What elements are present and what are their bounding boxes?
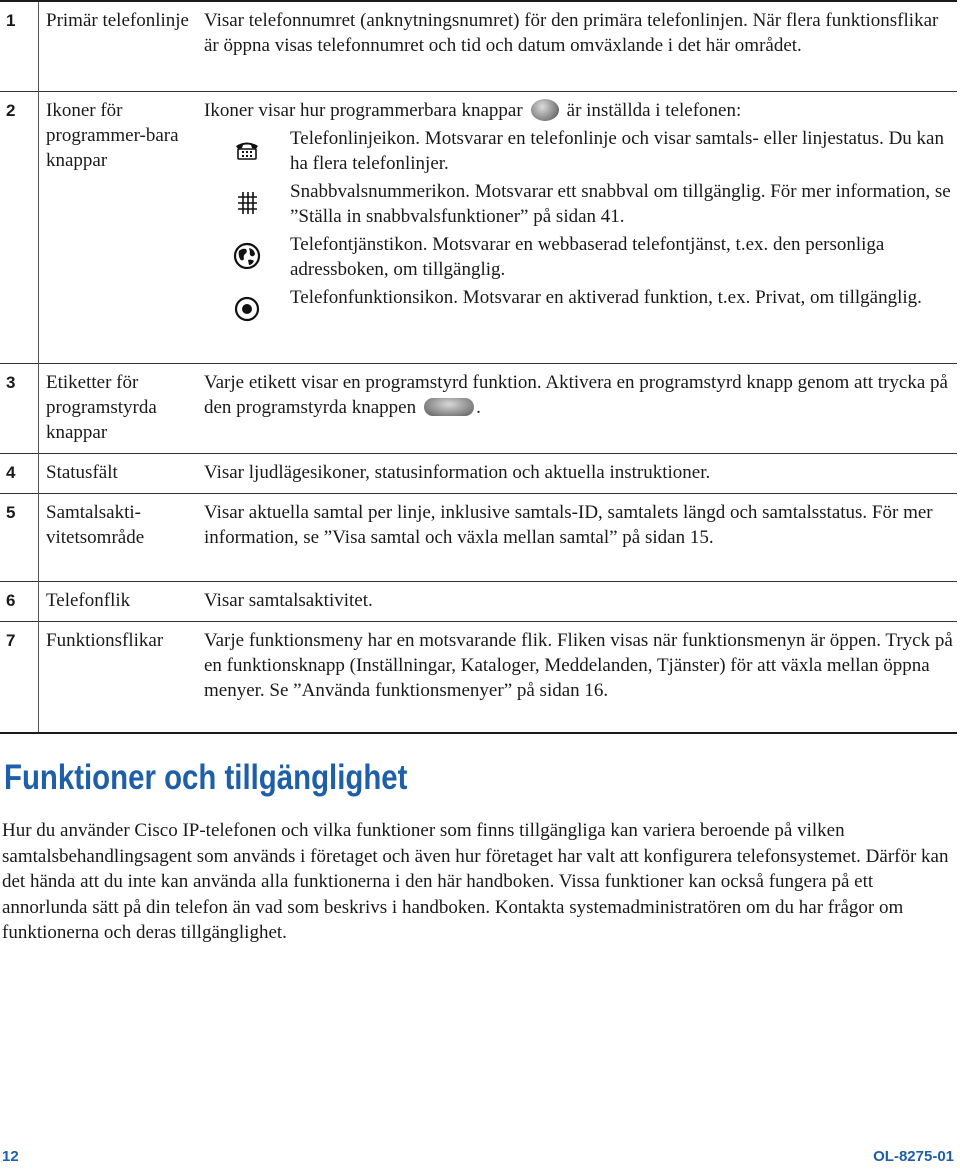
table-row [0,363,957,453]
icon-entry [204,126,957,176]
icon-entry [204,179,957,229]
section-body: Hur du använder Cisco IP-telefonen och vilka funktioner som finns tillgängliga kan variera beroende på vilken samtalsbehandlingsagent som används i företaget och även hur företaget har valt att konfigurera telefonsystemet. Därför kan det hända att du inte kan använda alla funktionerna i den här handboken. Vissa funktioner kan också fungera på ett annorlunda sätt på din telefon än vad som beskrivs i handboken. Kontakta systemadministratören om du har frågor om funktionerna och deras tillgänglighet. [2,820,949,943]
programmable-button-icon [531,99,559,121]
table-row [0,493,957,581]
row-number: 6 [6,590,16,610]
table-row [0,1,957,91]
section-heading: Funktioner och tillgänglighet [4,758,408,797]
icon-description: Telefonfunktionsikon. Motsvarar en aktiverad funktion, t.ex. Privat, om tillgänglig. [290,287,922,309]
document-id: OL-8275-01 [873,1148,954,1165]
icon-description: Telefontjänstikon. Motsvarar en webbaserad telefontjänst, t.ex. den personliga adressboken, om tillgänglig. [290,234,885,281]
row-description: Visar aktuella samtal per linje, inklusive samtals-ID, samtalets längd och samtalsstatus. För mer information, se ”Visa samtal och växla mellan samtal” på sidan 15. [204,501,933,548]
table-row [0,621,957,733]
row-description [204,363,957,453]
table-row [0,581,957,621]
row-number: 7 [6,630,16,650]
feature-icon [204,285,290,333]
row-name: Ikoner för programmer-bara knappar [39,91,205,363]
row-name: Statusfält [39,453,205,493]
globe-icon [204,232,290,280]
softkey-button-icon [424,398,474,416]
row-name: Primär telefonlinje [39,1,205,91]
row-name: Samtalsakti-vitetsområde [39,493,205,581]
icon-entry [204,285,957,333]
icon-entry [204,232,957,282]
softkey-description-end: . [476,396,481,418]
phone-line-icon [204,126,290,174]
row-name: Funktionsflikar [39,621,205,733]
icons-intro-end: är inställda i telefonen: [566,99,742,121]
row-description: Visar samtalsaktivitet. [204,589,373,611]
row-name: Telefonflik [39,581,205,621]
row-description [204,91,957,363]
row-number: 5 [6,502,16,522]
row-number: 3 [6,372,16,392]
icons-intro [204,98,957,124]
row-description: Visar telefonnumret (anknytningsnumret) för den primära telefonlinjen. När flera funktionsflikar är öppna visas telefonnumret och tid och datum omväxlande i det här området. [204,10,939,56]
softkey-description: Varje etikett visar en programstyrd funktion. Aktivera en programstyrd knapp genom att trycka på den programstyrda knappen [204,371,948,418]
row-number: 1 [6,11,16,30]
row-name: Etiketter för programstyrda knappar [39,363,205,453]
icon-description: Snabbvalsnummerikon. Motsvarar ett snabbval om tillgänglig. För mer information, se ”Ställa in snabbvalsfunktioner” på sidan 41. [290,181,951,228]
speed-dial-icon [204,179,290,227]
table-row [0,453,957,493]
table-row [0,91,957,363]
row-number: 2 [6,100,16,120]
icons-intro-start: Ikoner visar hur programmerbara knappar [204,99,523,121]
row-description: Varje funktionsmeny har en motsvarande flik. Fliken visas när funktionsmenyn är öppen. Tryck på en funktionsknapp (Inställningar, Kataloger, Meddelanden, Tjänster) för att växla mellan öppna menyer. Se ”Använda funktionsmenyer” på sidan 16. [204,629,953,701]
icon-description: Telefonlinjeikon. Motsvarar en telefonlinje och visar samtals- eller linjestatus. Du kan ha flera telefonlinjer. [290,128,944,175]
row-number: 4 [6,462,16,482]
page-number: 12 [2,1148,19,1165]
row-description: Visar ljudlägesikoner, statusinformation och aktuella instruktioner. [204,461,711,483]
